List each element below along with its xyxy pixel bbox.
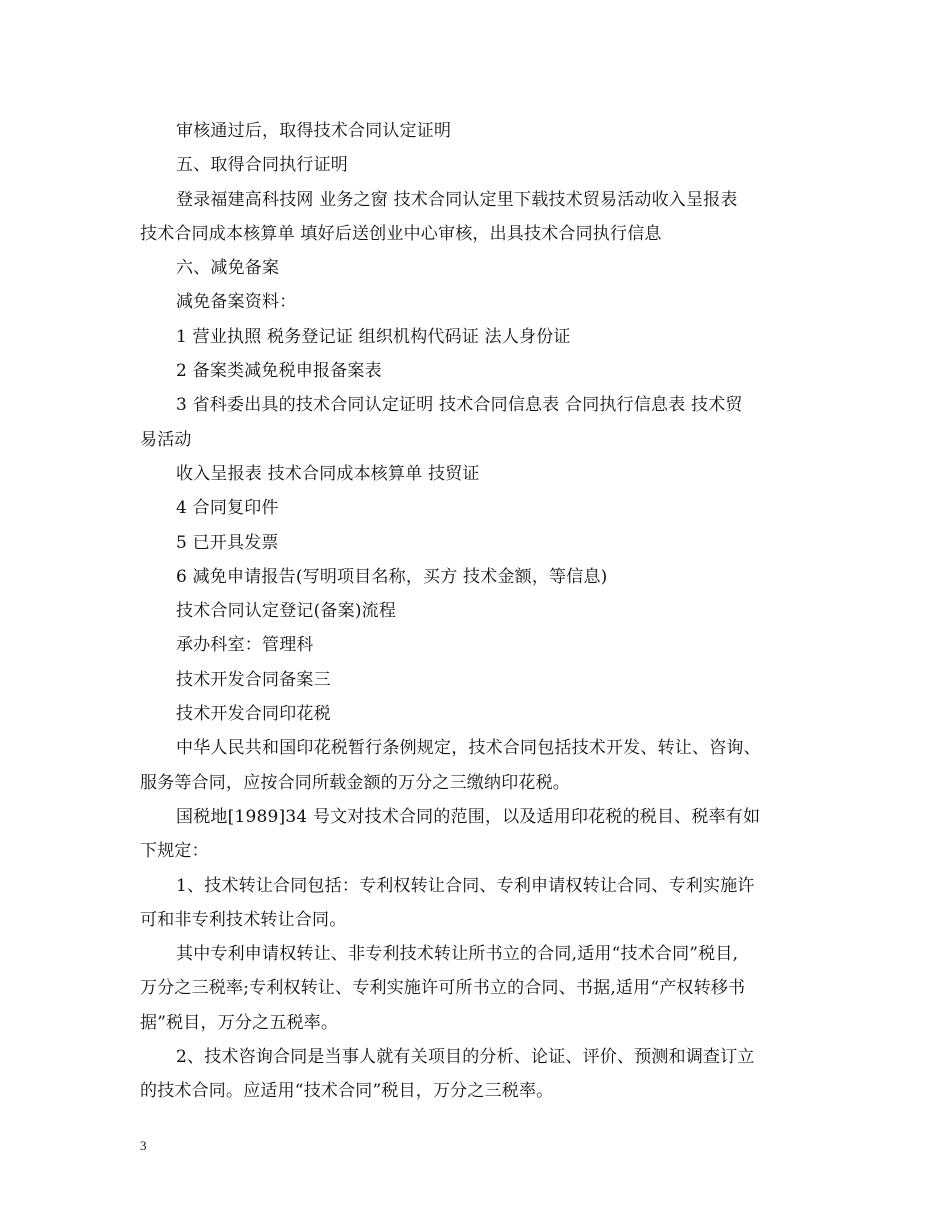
- text-line: 五、取得合同执行证明: [176, 155, 348, 176]
- text-line: 收入呈报表 技术合同成本核算单 技贸证: [176, 463, 480, 484]
- document-body: [140, 114, 830, 1109]
- text-line: 技术开发合同备案三: [176, 669, 331, 690]
- text-line: 的技术合同。应适用“技术合同”税目，万分之三税率。: [140, 1081, 554, 1102]
- text-line: 登录福建高科技网 业务之窗 技术合同认定里下载技术贸易活动收入呈报表: [176, 189, 738, 210]
- text-line: 1、技术转让合同包括：专利权转让合同、专利申请权转让合同、专利实施许: [176, 875, 755, 896]
- text-line: 其中专利申请权转让、非专利技术转让所书立的合同,适用“技术合同”税目,: [176, 944, 739, 965]
- text-line: 易活动: [140, 429, 192, 450]
- text-line: 中华人民共和国印花税暂行条例规定，技术合同包括技术开发、转让、咨询、: [176, 738, 761, 759]
- text-line: 2、技术咨询合同是当事人就有关项目的分析、论证、评价、预测和调查订立: [176, 1047, 755, 1068]
- text-line: 4 合同复印件: [176, 498, 279, 519]
- text-line: 国税地[1989]34 号文对技术合同的范围，以及适用印花税的税目、税率有如: [176, 806, 761, 827]
- text-line: 六、减免备案: [176, 258, 280, 279]
- text-line: 承办科室：管理科: [176, 635, 314, 656]
- text-line: 下规定：: [140, 841, 209, 862]
- text-line: 2 备案类减免税申报备案表: [176, 361, 382, 382]
- text-line: 3 省科委出具的技术合同认定证明 技术合同信息表 合同执行信息表 技术贸: [176, 395, 743, 416]
- text-line: 减免备案资料：: [176, 292, 297, 313]
- text-line: 万分之三税率;专利权转让、专利实施许可所书立的合同、书据,适用“产权转移书: [140, 978, 746, 999]
- text-line: 技术合同认定登记(备案)流程: [176, 601, 397, 622]
- text-line: 5 已开具发票: [176, 532, 279, 553]
- page-number: 3: [140, 1138, 147, 1153]
- text-line: 服务等合同，应按合同所载金额的万分之三缴纳印花税。: [140, 772, 570, 793]
- text-line: 审核通过后，取得技术合同认定证明: [176, 121, 452, 141]
- text-line: 1 营业执照 税务登记证 组织机构代码证 法人身份证: [176, 326, 571, 347]
- text-line: 技术开发合同印花税: [176, 704, 331, 725]
- text-line: 技术合同成本核算单 填好后送创业中心审核，出具技术合同执行信息: [140, 223, 662, 244]
- text-line: 据”税目，万分之五税率。: [140, 1012, 339, 1033]
- text-line: 可和非专利技术转让合同。: [140, 909, 347, 930]
- text-line: 6 减免申请报告(写明项目名称，买方 技术金额，等信息): [176, 566, 608, 587]
